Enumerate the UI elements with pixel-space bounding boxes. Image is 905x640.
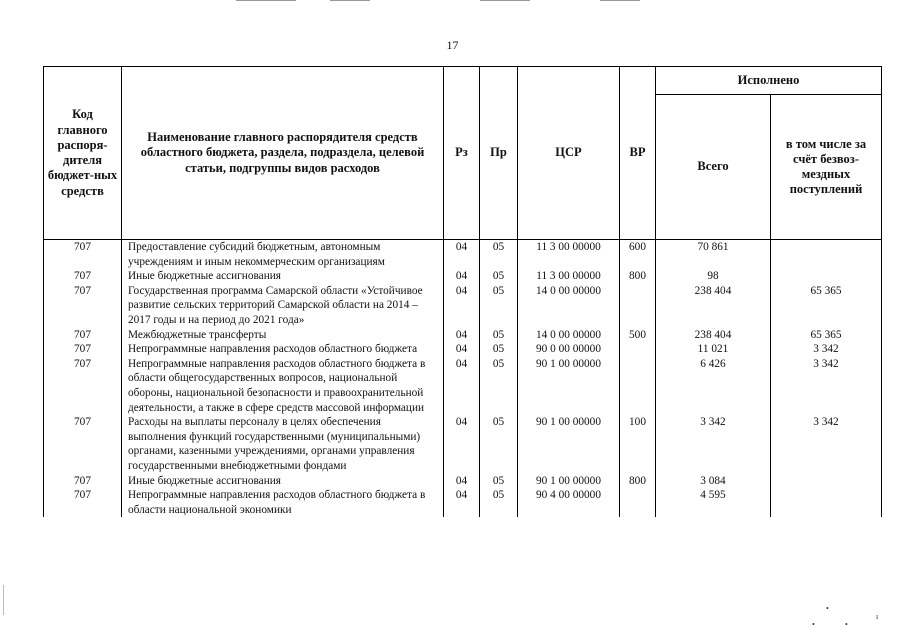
cell-pr: 05: [480, 284, 518, 328]
page-number: 17: [446, 38, 459, 52]
table-row: [44, 269, 882, 284]
scan-artifact: [236, 0, 296, 1]
cell-code: 707: [44, 488, 122, 517]
table-row: [44, 284, 882, 328]
table-row: [44, 488, 882, 517]
cell-total: 98: [656, 269, 771, 284]
cell-vr: [620, 342, 656, 357]
cell-pr: 05: [480, 488, 518, 517]
table-row: [44, 474, 882, 489]
cell-vr: 600: [620, 240, 656, 270]
scan-artifact: [600, 0, 640, 1]
cell-code: 707: [44, 357, 122, 415]
scan-artifact: [330, 0, 370, 1]
header-pr: Пр: [480, 67, 518, 240]
cell-rz: 04: [444, 284, 480, 328]
cell-pr: 05: [480, 240, 518, 270]
cell-code: 707: [44, 269, 122, 284]
cell-code: 707: [44, 342, 122, 357]
cell-code: 707: [44, 474, 122, 489]
cell-name: Иные бюджетные ассигнования: [122, 269, 444, 284]
cell-rz: 04: [444, 357, 480, 415]
cell-rz: 04: [444, 342, 480, 357]
cell-csr: 11 3 00 00000: [518, 240, 620, 270]
table-body: [44, 240, 882, 518]
cell-csr: 14 0 00 00000: [518, 284, 620, 328]
cell-name: Непрограммные направления расходов областного бюджета в области национальной экономики: [122, 488, 444, 517]
cell-total: 3 342: [656, 415, 771, 473]
cell-name: Расходы на выплаты персоналу в целях обеспечения выполнения функций государственными (муниципальными) органами, казенными учреждениями, органами управления государственными внебюджетными фондами: [122, 415, 444, 473]
cell-csr: 90 4 00 00000: [518, 488, 620, 517]
table-row: [44, 328, 882, 343]
budget-table: [43, 66, 882, 517]
table-row: [44, 415, 882, 473]
cell-code: 707: [44, 415, 122, 473]
cell-code: 707: [44, 328, 122, 343]
cell-pr: 05: [480, 474, 518, 489]
cell-rz: 04: [444, 328, 480, 343]
cell-rz: 04: [444, 415, 480, 473]
cell-total: 6 426: [656, 357, 771, 415]
cell-csr: 90 0 00 00000: [518, 342, 620, 357]
scan-artifact: [3, 585, 4, 615]
cell-free: [771, 240, 882, 270]
header-code: Код главного распоря-дителя бюджет-ных средств: [44, 67, 122, 240]
table-row: [44, 240, 882, 270]
cell-rz: 04: [444, 240, 480, 270]
cell-free: 3 342: [771, 342, 882, 357]
cell-free: [771, 488, 882, 517]
cell-vr: 500: [620, 328, 656, 343]
cell-pr: 05: [480, 269, 518, 284]
scan-artifact: •: [826, 604, 829, 613]
cell-name: Иные бюджетные ассигнования: [122, 474, 444, 489]
cell-free: 65 365: [771, 328, 882, 343]
cell-free: 65 365: [771, 284, 882, 328]
cell-total: 11 021: [656, 342, 771, 357]
cell-free: [771, 474, 882, 489]
cell-total: 4 595: [656, 488, 771, 517]
scan-artifact: •: [845, 620, 848, 629]
cell-free: 3 342: [771, 357, 882, 415]
cell-total: 3 084: [656, 474, 771, 489]
cell-pr: 05: [480, 357, 518, 415]
scan-artifact: ı: [876, 612, 879, 621]
cell-name: Межбюджетные трансферты: [122, 328, 444, 343]
cell-total: 70 861: [656, 240, 771, 270]
cell-pr: 05: [480, 415, 518, 473]
header-free: в том числе за счёт безвоз-мездных поступлений: [771, 95, 882, 240]
cell-vr: 800: [620, 474, 656, 489]
cell-rz: 04: [444, 269, 480, 284]
cell-vr: 100: [620, 415, 656, 473]
cell-free: 3 342: [771, 415, 882, 473]
cell-rz: 04: [444, 488, 480, 517]
cell-vr: [620, 284, 656, 328]
header-csr: ЦСР: [518, 67, 620, 240]
cell-name: Предоставление субсидий бюджетным, автономным учреждениям и иным некоммерческим организациям: [122, 240, 444, 270]
cell-total: 238 404: [656, 328, 771, 343]
cell-name: Государственная программа Самарской области «Устойчивое развитие сельских территорий Самарской области на 2014 – 2017 годы и на период до 2021 года»: [122, 284, 444, 328]
cell-vr: [620, 357, 656, 415]
scan-artifact: •: [812, 620, 815, 629]
table-row: [44, 357, 882, 415]
scan-artifact: [480, 0, 530, 1]
cell-name: Непрограммные направления расходов областного бюджета в области общегосударственных вопросов, национальной обороны, национальной безопасности и правоохранительной деятельности, а также в сфере средств массовой информации: [122, 357, 444, 415]
cell-pr: 05: [480, 342, 518, 357]
cell-total: 238 404: [656, 284, 771, 328]
cell-vr: [620, 488, 656, 517]
table-row: [44, 342, 882, 357]
cell-vr: 800: [620, 269, 656, 284]
header-rz: Рз: [444, 67, 480, 240]
cell-name: Непрограммные направления расходов областного бюджета: [122, 342, 444, 357]
cell-csr: 90 1 00 00000: [518, 415, 620, 473]
cell-csr: 11 3 00 00000: [518, 269, 620, 284]
header-executed: Исполнено: [656, 67, 882, 95]
cell-free: [771, 269, 882, 284]
header-name: Наименование главного распорядителя средств областного бюджета, раздела, подраздела, целевой статьи, подгруппы видов расходов: [122, 67, 444, 240]
cell-csr: 90 1 00 00000: [518, 357, 620, 415]
cell-csr: 90 1 00 00000: [518, 474, 620, 489]
cell-code: 707: [44, 240, 122, 270]
cell-pr: 05: [480, 328, 518, 343]
cell-code: 707: [44, 284, 122, 328]
header-total: Всего: [656, 95, 771, 240]
cell-rz: 04: [444, 474, 480, 489]
cell-csr: 14 0 00 00000: [518, 328, 620, 343]
header-vr: ВР: [620, 67, 656, 240]
